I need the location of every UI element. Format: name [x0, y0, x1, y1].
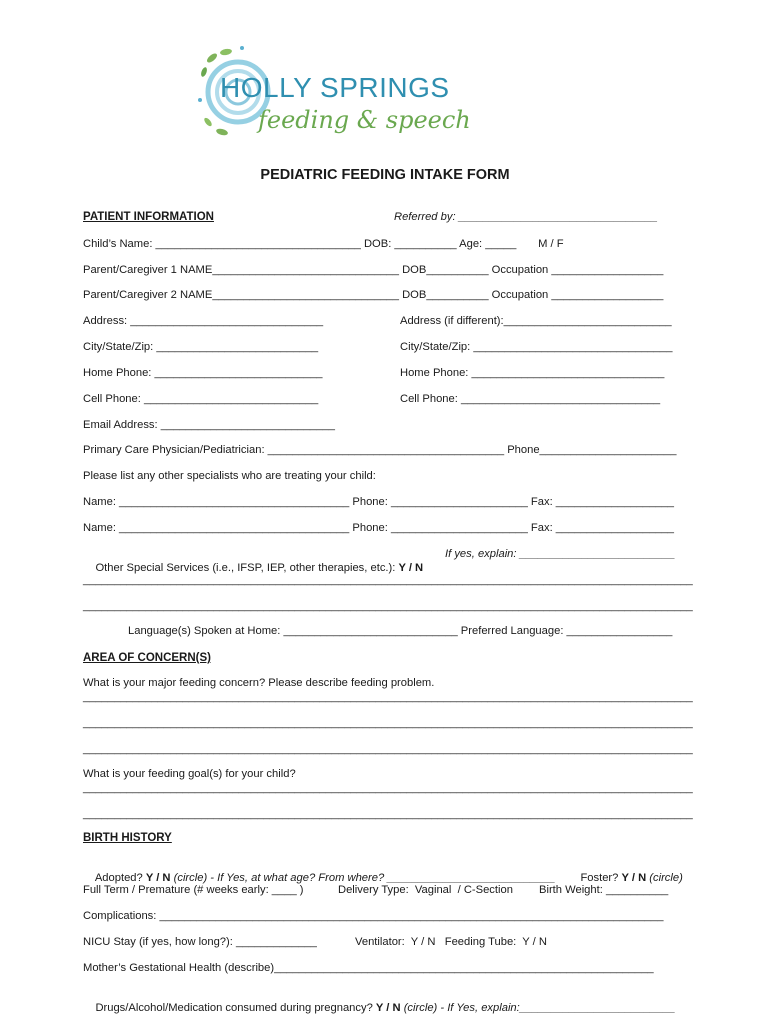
blank-line[interactable]: __________________________________________________________________________________________________	[83, 600, 693, 612]
referred-by-field[interactable]: Referred by: ________________________________	[394, 211, 658, 223]
email-field[interactable]: Email Address: ____________________________	[83, 419, 335, 431]
blank-line[interactable]: __________________________________________________________________________________________________	[83, 743, 693, 755]
goal-question: What is your feeding goal(s) for your child?	[83, 768, 296, 780]
section-area-of-concerns: AREA OF CONCERN(S)	[83, 652, 211, 664]
city-state-zip-field[interactable]: City/State/Zip: __________________________	[83, 341, 319, 353]
section-patient-information: PATIENT INFORMATION	[83, 211, 214, 223]
drugs-explain-field[interactable]: (circle) - If Yes, explain:_________________________	[403, 1002, 676, 1014]
adopted-details-field[interactable]: (circle) - If Yes, at what age? From where? ___________________________	[173, 872, 556, 884]
birth-weight-field[interactable]: Birth Weight: __________	[539, 884, 669, 896]
parent1-line[interactable]: Parent/Caregiver 1 NAME______________________________ DOB__________ Occupation __________________	[83, 264, 664, 276]
child-info-line[interactable]: Child’s Name: _________________________________ DOB: __________ Age: _____ M / F	[83, 238, 564, 250]
other-services-label: Other Special Services (i.e., IFSP, IEP, other therapies, etc.):	[95, 562, 396, 574]
blank-line[interactable]: __________________________________________________________________________________________________	[83, 808, 693, 820]
specialist-row-2[interactable]: Name: _____________________________________ Phone: ______________________ Fax: ___________________	[83, 522, 675, 534]
adopted-yes-no[interactable]: Y / N	[145, 872, 171, 884]
home-phone-alt-field[interactable]: Home Phone: _______________________________	[400, 367, 665, 379]
address-field[interactable]: Address: _______________________________	[83, 315, 324, 327]
city-state-zip-alt-field[interactable]: City/State/Zip: ________________________________	[400, 341, 673, 353]
complications-field[interactable]: Complications: _________________________________________________________________________________	[83, 910, 664, 922]
drugs-line	[83, 987, 675, 1029]
specialists-prompt: Please list any other specialists who are treating your child:	[83, 470, 376, 482]
section-birth-history: BIRTH HISTORY	[83, 832, 172, 844]
foster-circle-note: (circle)	[649, 872, 683, 884]
foster-yes-no[interactable]: Y / N	[621, 872, 647, 884]
other-services-explain-field[interactable]: If yes, explain: _________________________	[445, 548, 676, 560]
address-alt-field[interactable]: Address (if different):___________________________	[400, 315, 672, 327]
concern-question: What is your major feeding concern? Please describe feeding problem.	[83, 677, 435, 689]
home-phone-field[interactable]: Home Phone: ___________________________	[83, 367, 323, 379]
drugs-yes-no[interactable]: Y / N	[375, 1002, 401, 1014]
ventilator-feeding-tube-field[interactable]: Ventilator: Y / N Feeding Tube: Y / N	[355, 936, 547, 948]
cell-phone-field[interactable]: Cell Phone: ____________________________	[83, 393, 319, 405]
logo-tagline: feeding & speech	[258, 106, 471, 134]
form-title: PEDIATRIC FEEDING INTAKE FORM	[260, 167, 510, 183]
gestational-health-field[interactable]: Mother’s Gestational Health (describe)_____________________________________________________________	[83, 962, 654, 974]
blank-line[interactable]: __________________________________________________________________________________________________	[83, 782, 693, 794]
nicu-field[interactable]: NICU Stay (if yes, how long?): _____________	[83, 936, 317, 948]
language-line[interactable]: Language(s) Spoken at Home: ____________________________ Preferred Language: _________________	[128, 625, 673, 637]
cell-phone-alt-field[interactable]: Cell Phone: ________________________________	[400, 393, 661, 405]
parent2-line[interactable]: Parent/Caregiver 2 NAME______________________________ DOB__________ Occupation __________________	[83, 289, 664, 301]
blank-line[interactable]: __________________________________________________________________________________________________	[83, 717, 693, 729]
blank-line[interactable]: __________________________________________________________________________________________________	[83, 574, 693, 586]
term-field[interactable]: Full Term / Premature (# weeks early: ____ )	[83, 884, 304, 896]
specialist-row-1[interactable]: Name: _____________________________________ Phone: ______________________ Fax: ___________________	[83, 496, 675, 508]
blank-line[interactable]: __________________________________________________________________________________________________	[83, 691, 693, 703]
adopted-label: Adopted?	[94, 872, 143, 884]
other-services-yes-no[interactable]: Y / N	[398, 562, 424, 574]
pcp-line[interactable]: Primary Care Physician/Pediatrician: ______________________________________ Phone______________________	[83, 444, 677, 456]
holly-springs-logo	[192, 44, 471, 140]
drugs-label: Drugs/Alcohol/Medication consumed during pregnancy?	[95, 1002, 373, 1014]
delivery-type-field[interactable]: Delivery Type: Vaginal / C-Section	[338, 884, 513, 896]
foster-label: Foster?	[580, 872, 619, 884]
logo-brand-text: HOLLY SPRINGS	[220, 72, 450, 103]
